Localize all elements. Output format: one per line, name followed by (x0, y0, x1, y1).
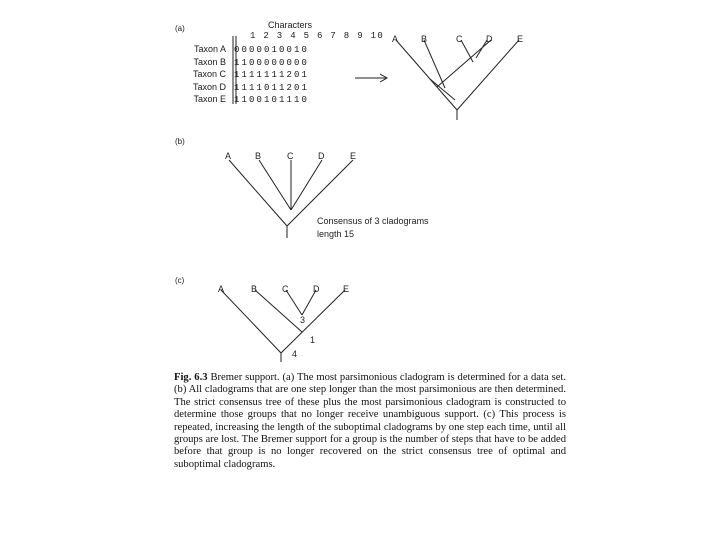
bremer-support-bcde: 1 (310, 335, 316, 345)
tree-b-tip-b: B (255, 151, 262, 161)
matrix-row-d: Taxon D 1111011201 (192, 81, 310, 93)
panel-c-label: (c) (175, 276, 185, 285)
panel-a-label: (a) (175, 24, 185, 33)
tree-a-tip-a: A (392, 34, 399, 44)
characters-heading: Characters (268, 20, 313, 30)
figure-label: Fig. 6.3 (174, 372, 208, 383)
character-numbers: 1 2 3 4 5 6 7 8 9 10 (250, 31, 385, 41)
caption-text: Bremer support. (a) The most parsimonious cladogram is determined for a data set. (b) All cladograms that are one step longer than the most parsimonious are then determined. The strict consensus tree of these plus the most parsimonious cladogram is constructed to determine those groups that no longer receive unambiguous support. (c) This process is repeated, increasing the length of the suboptimal cladograms by one step each time, until all groups are lost. The Bremer support for a group is the number of steps that have to be added before that group is no longer recovered on the strict consensus tree of optimal and suboptimal cladograms. (174, 372, 566, 470)
tree-a-tip-c: C (456, 34, 463, 44)
tree-b-branch-a (229, 160, 287, 226)
tree-b-tip-c: C (287, 151, 294, 161)
tree-b-branch-d (291, 160, 322, 210)
bremer-support-root: 4 (292, 349, 298, 359)
matrix-row-e: Taxon E 1100101110 (193, 94, 310, 105)
tree-c-tip-b: B (251, 284, 258, 294)
tree-b-tip-e: E (350, 151, 357, 161)
figure-caption (174, 372, 566, 471)
tree-c-branch-a (221, 290, 281, 353)
tree-c-tip-a: A (218, 284, 225, 294)
panel-b-label: (b) (175, 137, 185, 146)
consensus-length: length 15 (317, 229, 355, 239)
tree-a-branch-a (396, 40, 457, 110)
tree-a-tip-e: E (517, 34, 524, 44)
tree-c-tip-e: E (343, 284, 350, 294)
matrix-row-b: Taxon B 1100000000 (193, 56, 310, 68)
tree-c-tip-c: C (282, 284, 289, 294)
consensus-annotation: Consensus of 3 cladograms (317, 216, 429, 226)
tree-c-branch-b (255, 290, 302, 332)
bremer-support-cde: 3 (300, 315, 306, 325)
tree-a-branch-b-tip (424, 40, 445, 88)
matrix-row-a: Taxon A 0000010010 (193, 44, 310, 55)
tree-b-tip-d: D (318, 151, 325, 161)
tree-c-tip-d: D (313, 284, 320, 294)
tree-b-branch-b (259, 160, 291, 210)
matrix-row-c: Taxon C 1111111201 (192, 69, 310, 80)
tree-a-tip-b: B (421, 34, 428, 44)
tree-b-tip-a: A (225, 151, 232, 161)
tree-a-tip-d: D (486, 34, 493, 44)
